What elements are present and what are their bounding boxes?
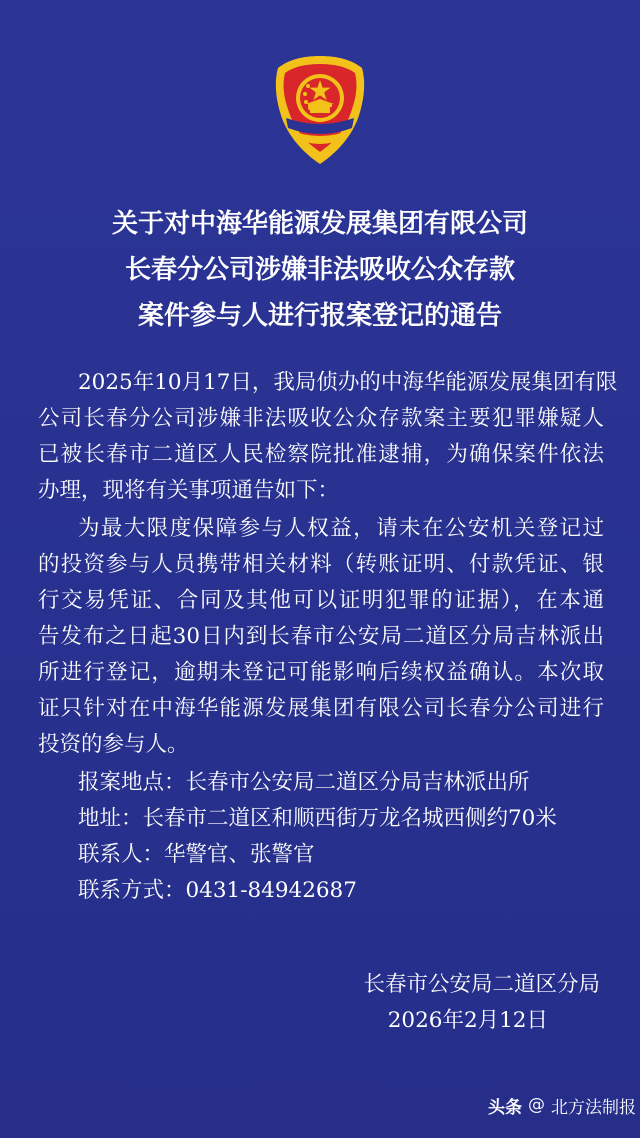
watermark-at: @ [528, 1095, 545, 1115]
body-line-11: 投资的参与人。 [38, 732, 189, 757]
notice-title-line-1: 关于对中海华能源发展集团有限公司 [111, 209, 528, 239]
body-line-2: 公司长春分公司涉嫌非法吸收公众存款案主要犯罪嫌疑人 [38, 406, 604, 431]
issue-date: 2026年2月12日 [387, 1008, 548, 1033]
watermark-brand: 头条 [488, 1097, 522, 1118]
body-line-6: 的投资参与人员携带相关材料（转账证明、付款凭证、银 [38, 552, 604, 577]
body-line-5: 为最大限度保障参与人权益，请未在公安机关登记过 [78, 516, 604, 541]
body-line-4: 办理，现将有关事项通告如下： [38, 478, 340, 503]
notice-title-line-2: 长春分公司涉嫌非法吸收公众存款 [124, 255, 515, 285]
body-line-7: 行交易凭证、合同及其他可以证明犯罪的证据），在本通 [38, 588, 604, 613]
body-line-9: 所进行登记，逾期未登记可能影响后续权益确认。本次取 [38, 660, 604, 685]
body-line-1: 2025年10月17日，我局侦办的中海华能源发展集团有限 [78, 370, 618, 395]
contact-phone: 联系方式：0431-84942687 [78, 878, 357, 903]
body-line-8: 告发布之日起30日内到长春市公安局二道区分局吉林派出 [38, 624, 604, 649]
watermark-account: 北方法制报 [551, 1097, 636, 1118]
body-line-3: 已被长春市二道区人民检察院批准逮捕，为确保案件依法 [38, 442, 604, 467]
body-line-10: 证只针对在中海华能源发展集团有限公司长春分公司进行 [38, 696, 604, 721]
report-location: 报案地点：长春市公安局二道区分局吉林派出所 [78, 770, 530, 795]
notice-title-line-3: 案件参与人进行报案登记的通告 [137, 301, 502, 331]
address: 地址：长春市二道区和顺西街万龙名城西侧约70米 [78, 806, 557, 831]
police-emblem-icon [262, 52, 378, 168]
issuer: 长春市公安局二道区分局 [363, 972, 600, 997]
source-watermark [488, 1092, 636, 1118]
contact-person: 联系人：华警官、张警官 [78, 842, 315, 867]
